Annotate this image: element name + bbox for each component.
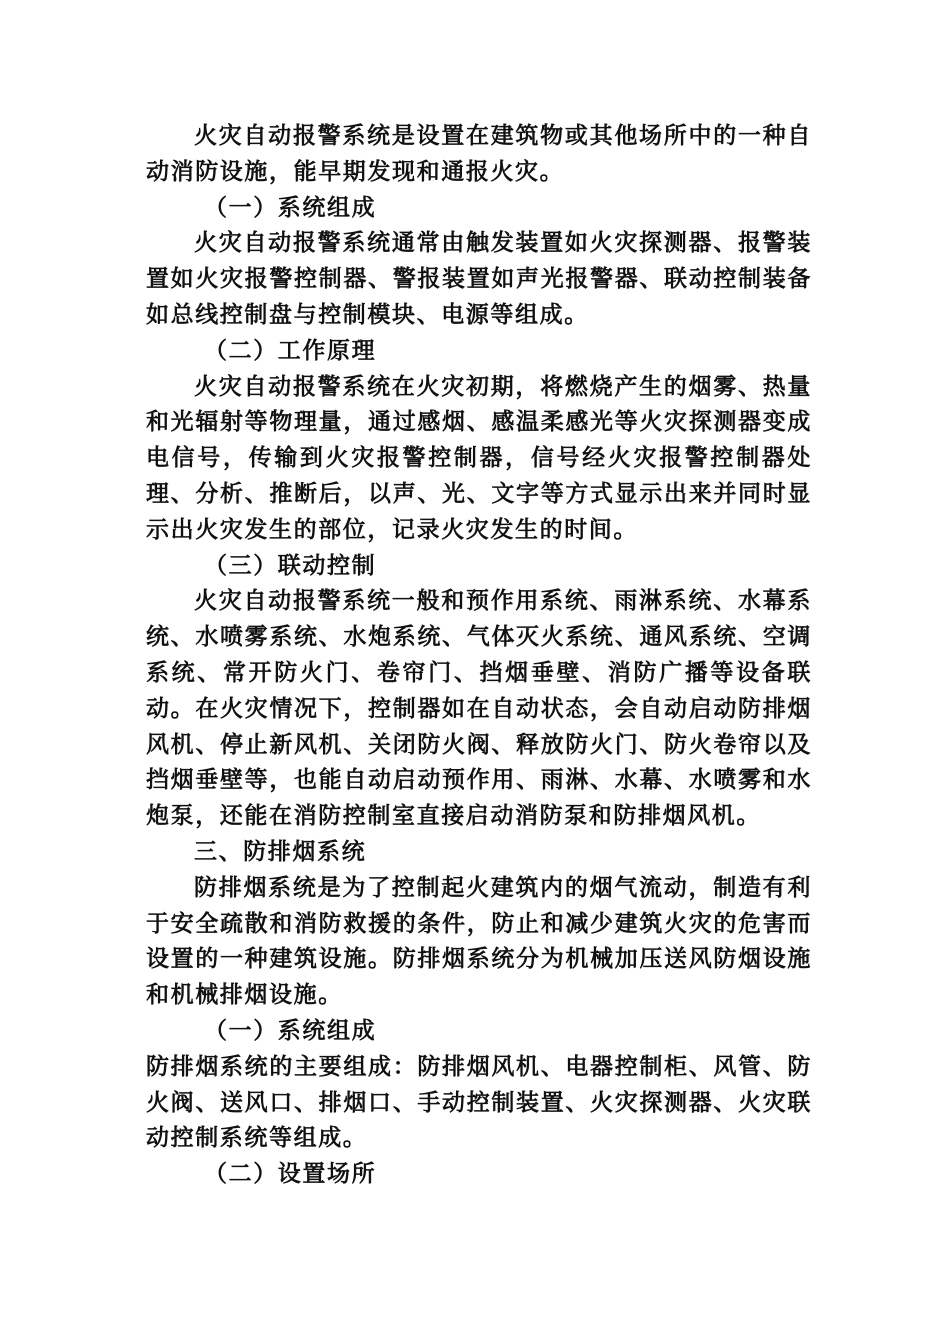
heading-smoke-control-system: 三、防排烟系统 [194, 837, 367, 865]
paragraph-smoke-control-intro: 防排烟系统是为了控制起火建筑内的烟气流动，制造有利于安全疏散和消防救援的条件，防止和减少建筑火灾的危害而设置的一种建筑设施。防排烟系统分为机械加压送风防烟设施和机械排烟设施。 [146, 873, 812, 1009]
paragraph-fire-alarm-intro: 火灾自动报警系统是设置在建筑物或其他场所中的一种自动消防设施，能早期发现和通报火灾。 [146, 122, 812, 185]
paragraph-linkage-control: 火灾自动报警系统一般和预作用系统、雨淋系统、水幕系统、水喷雾系统、水炮系统、气体灭火系统、通风系统、空调系统、常开防火门、卷帘门、挡烟垂壁、消防广播等设备联动。在火灾情况下，控制器如在自动状态，会自动启动防排烟风机、停止新风机、关闭防火阀、释放防火门、防火卷帘以及挡烟垂壁等，也能自动启动预作用、雨淋、水幕、水喷雾和水炮泵，还能在消防控制室直接启动消防泵和防排烟风机。 [146, 587, 812, 830]
heading-smoke-system-composition: （一）系统组成 [204, 1016, 377, 1044]
paragraph-smoke-system-composition: 防排烟系统的主要组成：防排烟风机、电器控制柜、风管、防火阀、送风口、排烟口、手动控制装置、火灾探测器、火灾联动控制系统等组成。 [146, 1052, 812, 1152]
heading-system-composition: （一）系统组成 [204, 193, 377, 221]
heading-installation-locations: （二）设置场所 [204, 1160, 377, 1188]
paragraph-working-principle: 火灾自动报警系统在火灾初期，将燃烧产生的烟雾、热量和光辐射等物理量，通过感烟、感温柔感光等火灾探测器变成电信号，传输到火灾报警控制器，信号经火灾报警控制器处理、分析、推断后，以声、光、文字等方式显示出来并同时显示出火灾发生的部位，记录火灾发生的时间。 [146, 372, 812, 543]
document-body [146, 118, 812, 1192]
paragraph-fire-alarm-composition: 火灾自动报警系统通常由触发装置如火灾探测器、报警装置如火灾报警控制器、警报装置如声光报警器、联动控制装备如总线控制盘与控制模块、电源等组成。 [146, 229, 812, 328]
heading-working-principle: （二）工作原理 [204, 336, 377, 364]
heading-linkage-control: （三）联动控制 [204, 551, 377, 579]
